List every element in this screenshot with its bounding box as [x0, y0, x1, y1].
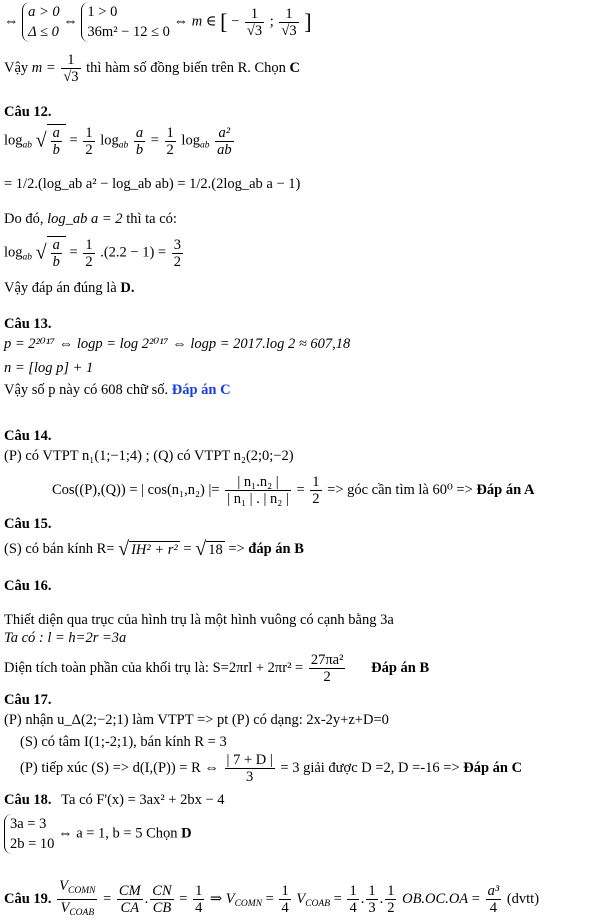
q16-line2: Ta có : l = h=2r =3a: [4, 630, 127, 646]
q17-line3: (P) tiếp xúc (S) => d(I,(P)) = R ⇔ $\frac{| 7 + D |}{3}$ = 3 giải được D =2, D =-16 => Đáp án C: [20, 752, 523, 785]
top-system-line: ⇔ a > 0 Δ ≤ 0 ⇔ 1 > 0 36m² − 12 ≤ 0 ⇔ m ∈ [ − $\frac{1}{√3}$ ; $\frac{1}{√3}$ ]: [4, 4, 312, 40]
q14-title: Câu 14.: [4, 428, 52, 444]
q12-line4: $\log_{ab}$ √ $\frac{a}{b}$ = $\frac{1}{2}$ .(2.2 − 1) = $\frac{3}{2}$: [4, 236, 181, 270]
q13-line2: n = [log p] + 1: [4, 360, 94, 376]
q12-line1: $\log_{ab}$ √ $\frac{a}{b}$ = $\frac{1}{2}$ $\log_{ab}$ $\frac{a}{b}$ = $\frac{1}{2}$ $\log_{ab}$ $\frac{\text{a²}}{ab}$: [4, 124, 232, 158]
q17-title: Câu 17.: [4, 692, 52, 708]
q12-line2: = 1/2.(log_ab a² − log_ab ab) = 1/2.(2log_ab a − 1): [4, 176, 301, 192]
q15-title: Câu 15.: [4, 516, 52, 532]
q18-system: 3a = 3 2b = 10 ⇔ a = 1, b = 5 Chọn D: [4, 814, 596, 854]
q16-line1: Thiết diện qua trục của hình trụ là một hình vuông có cạnh bằng 3a: [4, 612, 394, 628]
q16-line3: Diện tích toàn phần của khối trụ là: S=2πrl + 2πr² = $\frac{\text{27πa²}}{2}$ Đáp án B: [4, 652, 430, 685]
q13-line1: p = 2²⁰¹⁷ ⇔ logp = log 2²⁰¹⁷ ⇔ logp = 2017.log 2 ≈ 607,18: [4, 336, 351, 352]
system-a: a > 0 Δ ≤ 0: [22, 2, 60, 42]
q18-line1: Câu 18. Ta có F'(x) = 3ax² + 2bx − 4: [4, 792, 225, 808]
q12-line3: Do đó, log_ab a = 2 thì ta có:: [4, 211, 177, 227]
q16-title: Câu 16.: [4, 578, 52, 594]
q18-brace: 3a = 3 2b = 10: [4, 814, 54, 854]
q13-line3: Vậy số p này có 608 chữ số. Đáp án C: [4, 382, 231, 398]
q17-line1: (P) nhận u_Δ(2;−2;1) làm VTPT => pt (P) có dạng: 2x-2y+z+D=0: [4, 712, 389, 728]
q12-title: Câu 12.: [4, 104, 52, 120]
q13-title: Câu 13.: [4, 316, 52, 332]
q19-line: Câu 19. $\frac{V_{COMN}}{V_{COAB}}$ = $\frac{CM}{CA}$ . $\frac{CN}{CB}$ = $\frac{1}{4}$ ⇒ $V_{COMN}$ = $\frac{1}{4}$ $V_{COAB}$ = $\frac{1}{4}$ . $\frac{1}{3}$ . $\frac{1}{2}$ OB.OC.OA = $\frac{\text{a³}}{4}$ (dvtt): [4, 878, 540, 918]
top-conclusion: Vậy m = $\frac{1}{√3}$ thì hàm số đồng biến trên R. Chọn C: [4, 52, 301, 85]
q17-line2: (S) có tâm I(1;-2;1), bán kính R = 3: [20, 734, 227, 750]
q14-line2: Cos((P),(Q)) = | cos(n₁,n₂) |= $\frac{\text{| n₁.n₂ |}}{\text{| n₁ | . | n₂ |}}$ = $\frac{1}{2}$ => góc cần tìm là 60⁰ => Đáp án A: [52, 474, 535, 507]
system-b: 1 > 0 36m² − 12 ≤ 0: [81, 2, 170, 42]
q12-answer: Vậy đáp án đúng là D.: [4, 280, 135, 296]
q14-line1: (P) có VTPT n₁(1;−1;4) ; (Q) có VTPT n₂(2;0;−2): [4, 448, 294, 464]
q15-line1: (S) có bán kính R= √ IH² + r² = √ 18 => đáp án B: [4, 538, 304, 560]
